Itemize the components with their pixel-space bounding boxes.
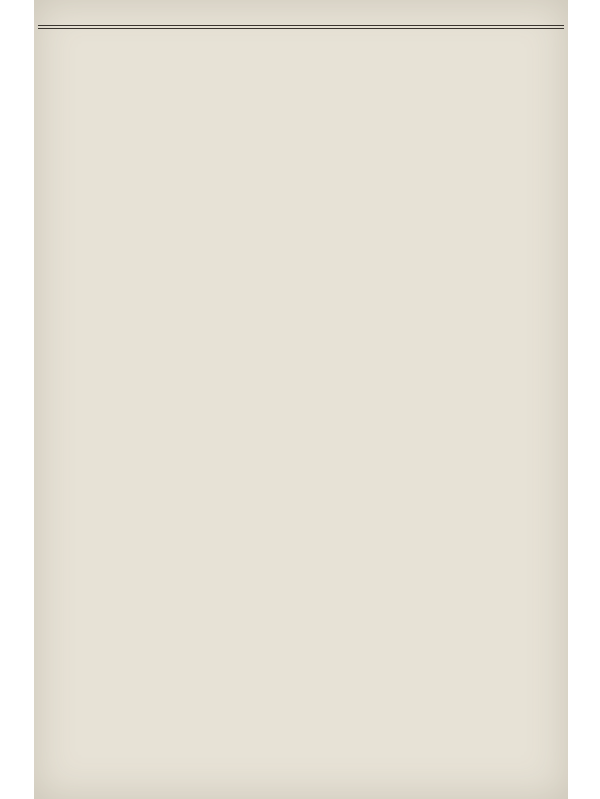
header-rule	[38, 25, 564, 26]
running-head	[34, 6, 568, 24]
header-rule-double	[38, 28, 564, 29]
book-page	[34, 0, 568, 799]
table-of-contents	[50, 38, 554, 50]
